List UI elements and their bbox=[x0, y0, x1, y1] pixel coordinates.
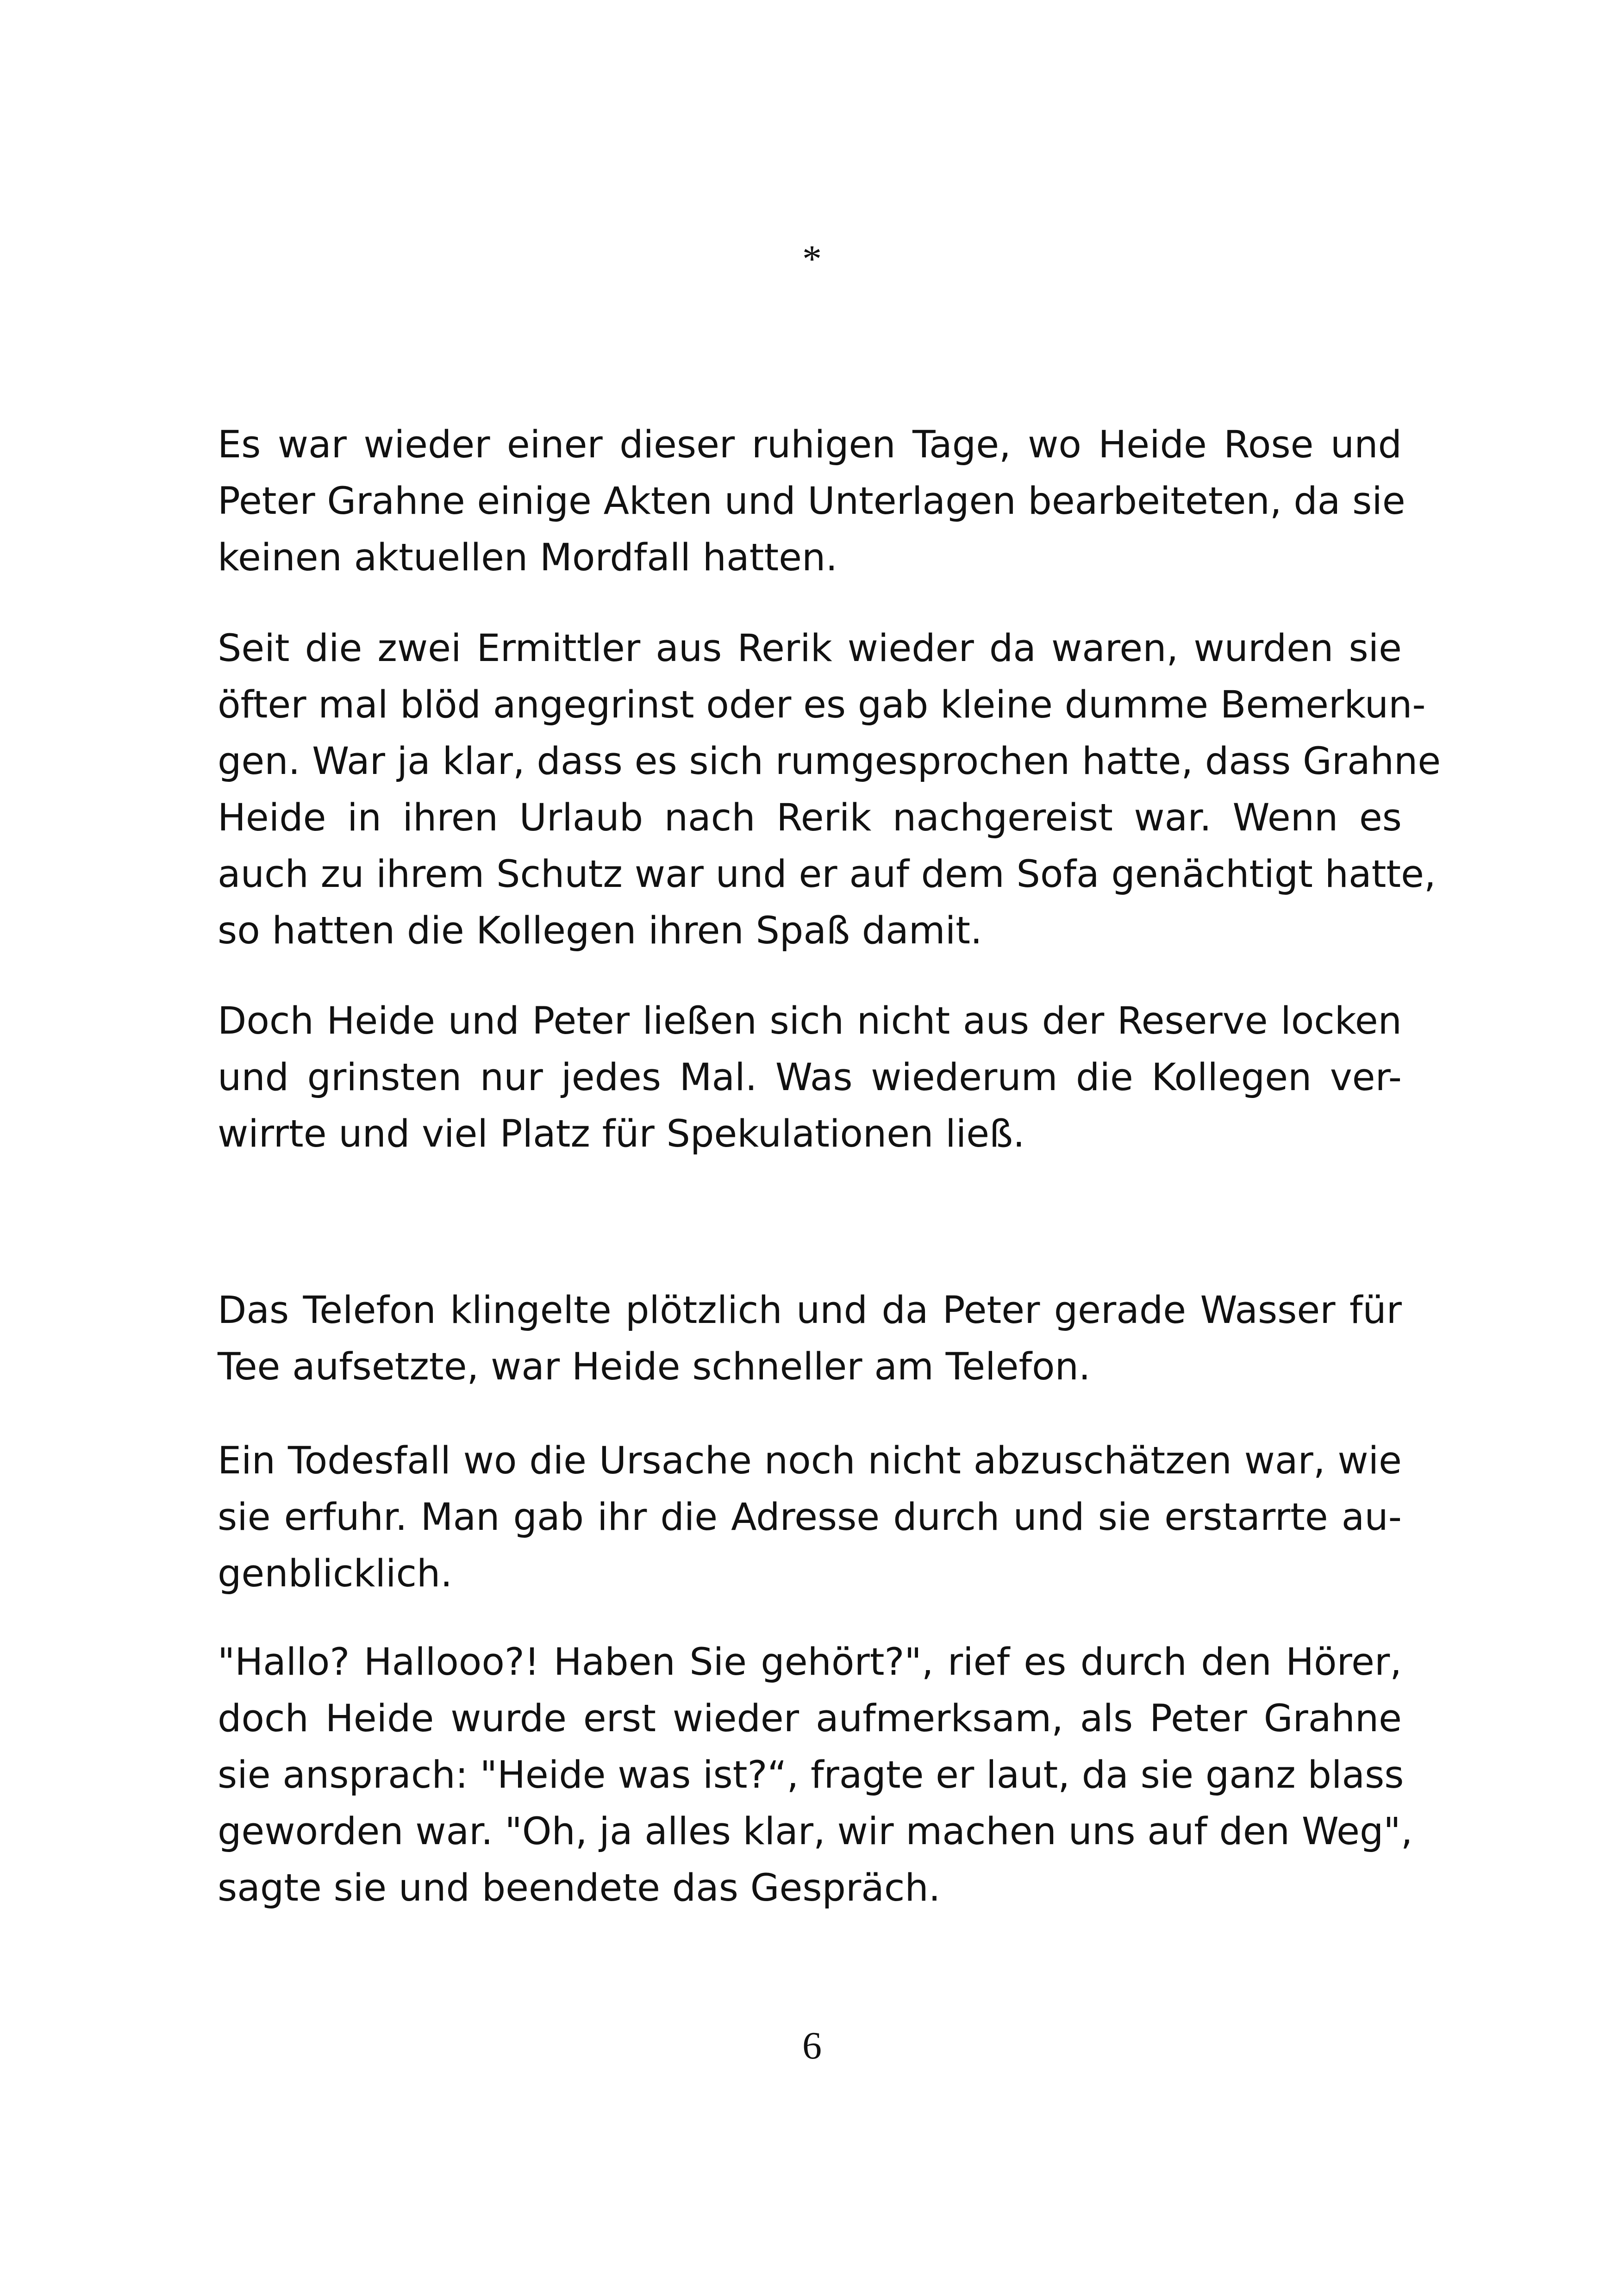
paragraph bbox=[218, 1282, 1402, 1395]
text-line: Peter Grahne einige Akten und Unterlagen bearbeiteten, da sie bbox=[218, 480, 1405, 523]
text-line: genblicklich. bbox=[218, 1552, 453, 1596]
text-line: wirrte und viel Platz für Spekulationen ließ. bbox=[218, 1112, 1025, 1156]
text-line: gen. War ja klar, dass es sich rumgesprochen hatte, dass Grahne bbox=[218, 740, 1441, 783]
text-line: Ein Todesfall wo die Ursache noch nicht abzuschätzen war, wie bbox=[218, 1439, 1402, 1483]
paragraph bbox=[218, 620, 1441, 959]
text-line: "Hallo? Hallooo?! Haben Sie gehört?", rief es durch den Hörer, bbox=[218, 1640, 1402, 1684]
text-line: so hatten die Kollegen ihren Spaß damit. bbox=[218, 909, 982, 953]
paragraph bbox=[218, 993, 1402, 1162]
text-line: Es war wieder einer dieser ruhigen Tage, wo Heide Rose und bbox=[218, 423, 1402, 467]
page-number: 6 bbox=[802, 2024, 822, 2067]
text-line: keinen aktuellen Mordfall hatten. bbox=[218, 536, 838, 580]
text-line: auch zu ihrem Schutz war und er auf dem Sofa genächtigt hatte, bbox=[218, 853, 1436, 896]
text-line: öfter mal blöd angegrinst oder es gab kleine dumme Bemerkun- bbox=[218, 683, 1426, 727]
text-line: sie ansprach: "Heide was ist?“, fragte er laut, da sie ganz blass bbox=[218, 1753, 1404, 1797]
text-line: Seit die zwei Ermittler aus Rerik wieder da waren, wurden sie bbox=[218, 627, 1402, 670]
paragraph bbox=[218, 417, 1405, 586]
text-line: Heide in ihren Urlaub nach Rerik nachgereist war. Wenn es bbox=[218, 796, 1402, 840]
text-line: doch Heide wurde erst wieder aufmerksam, als Peter Grahne bbox=[218, 1697, 1402, 1740]
paragraph bbox=[218, 1433, 1402, 1602]
text-line: geworden war. "Oh, ja alles klar, wir machen uns auf den Weg", bbox=[218, 1810, 1413, 1853]
text-line: Doch Heide und Peter ließen sich nicht aus der Reserve locken bbox=[218, 999, 1402, 1043]
text-line: und grinsten nur jedes Mal. Was wiederum die Kollegen ver- bbox=[218, 1056, 1402, 1099]
text-line: Tee aufsetzte, war Heide schneller am Telefon. bbox=[218, 1345, 1091, 1389]
text-line: sagte sie und beendete das Gespräch. bbox=[218, 1866, 941, 1910]
text-line: sie erfuhr. Man gab ihr die Adresse durch und sie erstarrte au- bbox=[218, 1496, 1402, 1539]
paragraph bbox=[218, 1634, 1413, 1916]
text-line: Das Telefon klingelte plötzlich und da Peter gerade Wasser für bbox=[218, 1289, 1402, 1332]
section-separator: * bbox=[802, 237, 822, 281]
